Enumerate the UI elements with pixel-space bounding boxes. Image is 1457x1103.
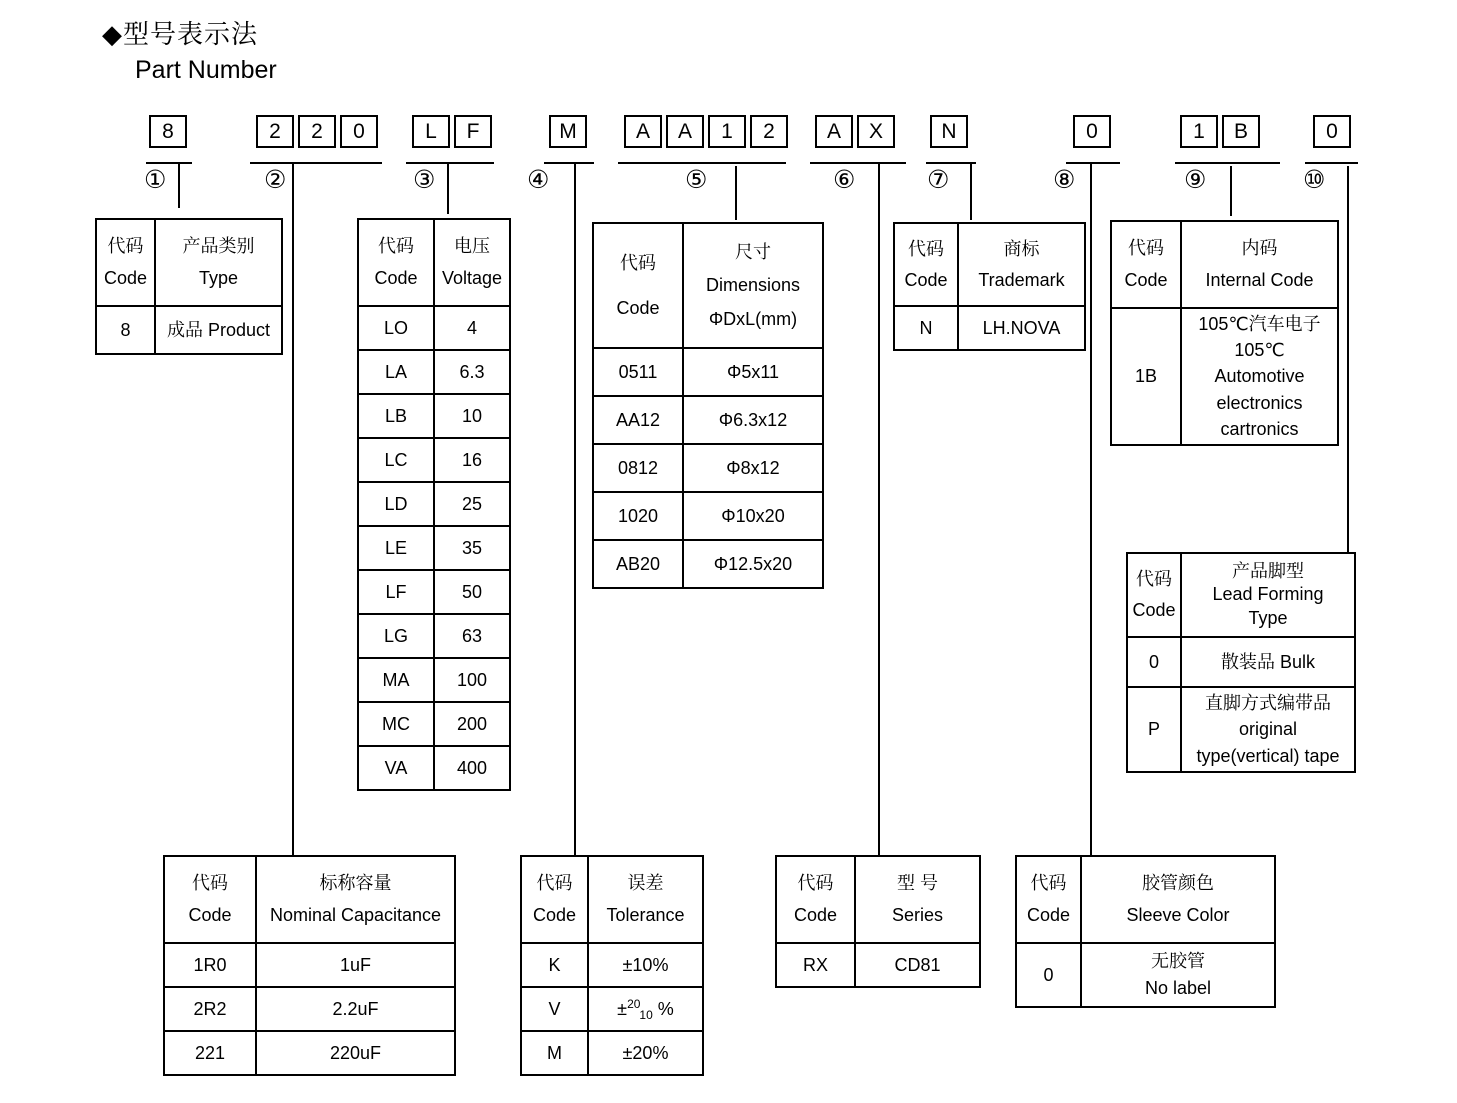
table-cell: 400 [435, 747, 509, 789]
table-header [777, 857, 854, 942]
segment-number-9: ⑨ [1184, 166, 1207, 194]
sleeve-color-table [1015, 855, 1276, 1008]
table-cell: CD81 [856, 944, 979, 986]
table-cell: LD [359, 483, 433, 525]
segment-number-6: ⑥ [833, 166, 856, 194]
table-cell: 35 [435, 527, 509, 569]
table-header [522, 857, 587, 942]
header-label: 代码 [378, 236, 414, 257]
header-label: Code [616, 297, 660, 318]
table-cell: VA [359, 747, 433, 789]
table-cell: 0 [1128, 638, 1180, 686]
table-cell: LE [359, 527, 433, 569]
dimensions-table [592, 222, 824, 589]
header-label: Code [103, 268, 148, 289]
internal-code-table [1110, 220, 1339, 446]
header-label: Code [904, 269, 948, 290]
pn-box-seg4-M: M [549, 115, 587, 148]
table-header [1182, 554, 1354, 636]
table-cell: 1B [1112, 309, 1180, 444]
pn-box-seg8-0: 0 [1073, 115, 1111, 148]
segment-underline-7 [926, 162, 976, 164]
header-label: Code [793, 905, 838, 926]
table-cell: ±20% [589, 1032, 702, 1074]
header-label: 代码 [797, 873, 834, 894]
table-cell: 100 [435, 659, 509, 701]
table-header [959, 224, 1084, 305]
segment-underline-3 [406, 162, 494, 164]
header-label: Series [891, 905, 944, 926]
table-cell: 散装品 Bulk [1182, 638, 1354, 686]
pn-box-seg2-0: 0 [340, 115, 378, 148]
cell-line: 105℃汽车电子 [1198, 314, 1321, 335]
table-cell: LF [359, 571, 433, 613]
header-label: Type [198, 268, 239, 289]
pn-box-seg3-L: L [412, 115, 450, 148]
table-cell: Φ5x11 [684, 349, 822, 395]
cell-line: 无胶管 [1151, 951, 1205, 971]
table-header [895, 224, 957, 305]
table-cell: LB [359, 395, 433, 437]
header-label: 商标 [1003, 239, 1040, 259]
header-label: Lead Forming [1212, 584, 1324, 605]
pn-box-seg6-X: X [857, 115, 895, 148]
pn-box-seg2-2b: 2 [298, 115, 336, 148]
header-label: 标称容量 [319, 873, 392, 894]
header-label: Sleeve Color [1126, 905, 1230, 926]
table-cell: N [895, 307, 957, 349]
table-cell [1182, 688, 1354, 771]
cell-line: cartronics [1220, 418, 1299, 439]
segment-underline-1 [146, 162, 192, 164]
table-cell: RX [777, 944, 854, 986]
table-cell: Φ8x12 [684, 445, 822, 491]
pn-box-seg9-B: B [1222, 115, 1260, 148]
page-title-zh: ◆型号表示法 [102, 19, 258, 49]
header-label: Tolerance [606, 905, 685, 926]
segment-underline-5 [618, 162, 786, 164]
table-cell: LG [359, 615, 433, 657]
pn-box-seg7-N: N [930, 115, 968, 148]
segment-number-1: ① [144, 166, 167, 194]
table-header [435, 220, 509, 305]
header-label: 代码 [1030, 873, 1067, 894]
capacitance-table [163, 855, 456, 1076]
segment-number-10: ⑩ [1303, 166, 1326, 194]
table-cell: LH.NOVA [959, 307, 1084, 349]
table-header [1112, 222, 1180, 307]
lead-forming-table [1126, 552, 1356, 773]
product-type-table [95, 218, 283, 355]
header-label: Nominal Capacitance [269, 905, 442, 926]
header-label: 代码 [1136, 568, 1172, 589]
pn-box-seg3-F: F [454, 115, 492, 148]
header-label: 内码 [1241, 238, 1278, 259]
segment-underline-9 [1175, 162, 1280, 164]
table-header [1082, 857, 1274, 942]
segment-underline-4 [544, 162, 594, 164]
cell-line: Automotive [1214, 366, 1305, 387]
header-label: Code [374, 268, 418, 289]
table-cell: AA12 [594, 397, 682, 443]
segment-number-8: ⑧ [1053, 166, 1076, 194]
table-cell: 0812 [594, 445, 682, 491]
header-label: Code [1026, 905, 1071, 926]
segment-underline-10 [1305, 162, 1358, 164]
table-cell: 1uF [257, 944, 454, 986]
header-label: ΦDxL(mm) [708, 308, 798, 329]
tolerance-upper: 20 [627, 996, 641, 1011]
table-cell: LA [359, 351, 433, 393]
header-label: 型 号 [896, 873, 938, 894]
voltage-table [357, 218, 511, 791]
connector-line-9 [1230, 166, 1232, 216]
series-table [775, 855, 981, 988]
cell-line: 105℃ [1234, 340, 1285, 361]
header-label: Code [532, 905, 577, 926]
header-label: Code [1124, 270, 1168, 291]
header-label: Type [1248, 607, 1288, 628]
table-cell: 0 [1017, 944, 1080, 1006]
table-cell: ±10% [589, 944, 702, 986]
connector-line-3 [447, 164, 449, 214]
connector-line-5 [735, 166, 737, 220]
table-header [1017, 857, 1080, 942]
table-cell: K [522, 944, 587, 986]
segment-number-3: ③ [413, 166, 436, 194]
pn-box-seg1-8: 8 [149, 115, 187, 148]
table-cell: 4 [435, 307, 509, 349]
table-cell: 220uF [257, 1032, 454, 1074]
table-header [1182, 222, 1337, 307]
connector-line-8 [1090, 164, 1092, 855]
table-cell: 8 [97, 307, 154, 353]
header-label: 代码 [1128, 238, 1164, 259]
tolerance-lower: 10 [639, 1008, 653, 1023]
table-header [1128, 554, 1180, 636]
table-cell [589, 988, 702, 1030]
table-header [165, 857, 255, 942]
header-label: 代码 [620, 253, 656, 273]
table-cell: LO [359, 307, 433, 349]
connector-line-4 [574, 164, 576, 855]
header-label: 胶管颜色 [1142, 873, 1214, 894]
table-cell: 1R0 [165, 944, 255, 986]
header-label: 产品类别 [182, 236, 255, 257]
header-label: 误差 [627, 873, 664, 894]
header-label: Dimensions [705, 275, 801, 296]
pn-box-seg5-Aa: A [624, 115, 662, 148]
table-cell: Φ12.5x20 [684, 541, 822, 587]
header-label: 产品脚型 [1232, 561, 1304, 581]
cell-line: original [1238, 719, 1298, 740]
pn-box-seg5-Ab: A [666, 115, 704, 148]
segment-number-2: ② [264, 166, 287, 194]
table-header [257, 857, 454, 942]
table-cell: M [522, 1032, 587, 1074]
table-cell: 2.2uF [257, 988, 454, 1030]
header-label: 代码 [107, 236, 144, 257]
table-cell: 成品 Product [156, 307, 281, 353]
table-header [156, 220, 281, 305]
table-cell [1082, 944, 1274, 1006]
table-cell: 63 [435, 615, 509, 657]
table-cell [1182, 309, 1337, 444]
table-cell: MC [359, 703, 433, 745]
cell-line: electronics [1216, 392, 1303, 413]
table-cell: 25 [435, 483, 509, 525]
tolerance-plus-minus-value [617, 996, 674, 1023]
table-cell: AB20 [594, 541, 682, 587]
table-header [359, 220, 433, 305]
header-label: 代码 [536, 873, 573, 894]
table-cell: 10 [435, 395, 509, 437]
pn-box-seg10-0: 0 [1313, 115, 1351, 148]
table-cell: MA [359, 659, 433, 701]
segment-underline-8 [1066, 162, 1120, 164]
table-cell: 6.3 [435, 351, 509, 393]
table-cell: 50 [435, 571, 509, 613]
header-label: 电压 [454, 236, 490, 257]
tolerance-percent: % [657, 998, 674, 1019]
header-label: Code [1132, 599, 1176, 620]
pn-box-seg5-1: 1 [708, 115, 746, 148]
header-label: 代码 [908, 239, 944, 259]
table-cell: Φ10x20 [684, 493, 822, 539]
table-cell: P [1128, 688, 1180, 771]
header-label: Voltage [441, 268, 503, 289]
table-header [856, 857, 979, 942]
table-cell: 1020 [594, 493, 682, 539]
header-label: Code [188, 905, 232, 926]
segment-underline-6 [810, 162, 906, 164]
trademark-table [893, 222, 1086, 351]
segment-number-4: ④ [527, 166, 550, 194]
table-cell: 200 [435, 703, 509, 745]
table-cell: LC [359, 439, 433, 481]
cell-line: No label [1144, 978, 1212, 998]
table-cell: V [522, 988, 587, 1030]
tolerance-table [520, 855, 704, 1076]
connector-line-1 [178, 164, 180, 208]
cell-line: type(vertical) tape [1196, 745, 1340, 766]
header-label: 尺寸 [735, 241, 771, 262]
connector-line-2 [292, 164, 294, 855]
table-cell: 221 [165, 1032, 255, 1074]
connector-line-10 [1347, 166, 1349, 552]
pn-box-seg9-1: 1 [1180, 115, 1218, 148]
segment-number-5: ⑤ [685, 166, 708, 194]
pn-box-seg5-2: 2 [750, 115, 788, 148]
table-cell: 16 [435, 439, 509, 481]
connector-line-7 [970, 164, 972, 220]
header-label: 代码 [192, 873, 228, 894]
connector-line-6 [878, 164, 880, 855]
header-label: Internal Code [1205, 270, 1314, 291]
table-cell: 0511 [594, 349, 682, 395]
pn-box-seg2-2a: 2 [256, 115, 294, 148]
pn-box-seg6-A: A [815, 115, 853, 148]
page-title-en: Part Number [135, 56, 277, 84]
segment-underline-2 [250, 162, 382, 164]
tolerance-sign: ± [617, 998, 628, 1019]
table-header [594, 224, 682, 347]
table-cell: Φ6.3x12 [684, 397, 822, 443]
segment-number-7: ⑦ [927, 166, 950, 194]
table-header [589, 857, 702, 942]
table-header [97, 220, 154, 305]
table-cell: 2R2 [165, 988, 255, 1030]
table-header [684, 224, 822, 347]
cell-line: 直脚方式编带品 [1205, 693, 1331, 714]
header-label: Trademark [978, 269, 1065, 290]
